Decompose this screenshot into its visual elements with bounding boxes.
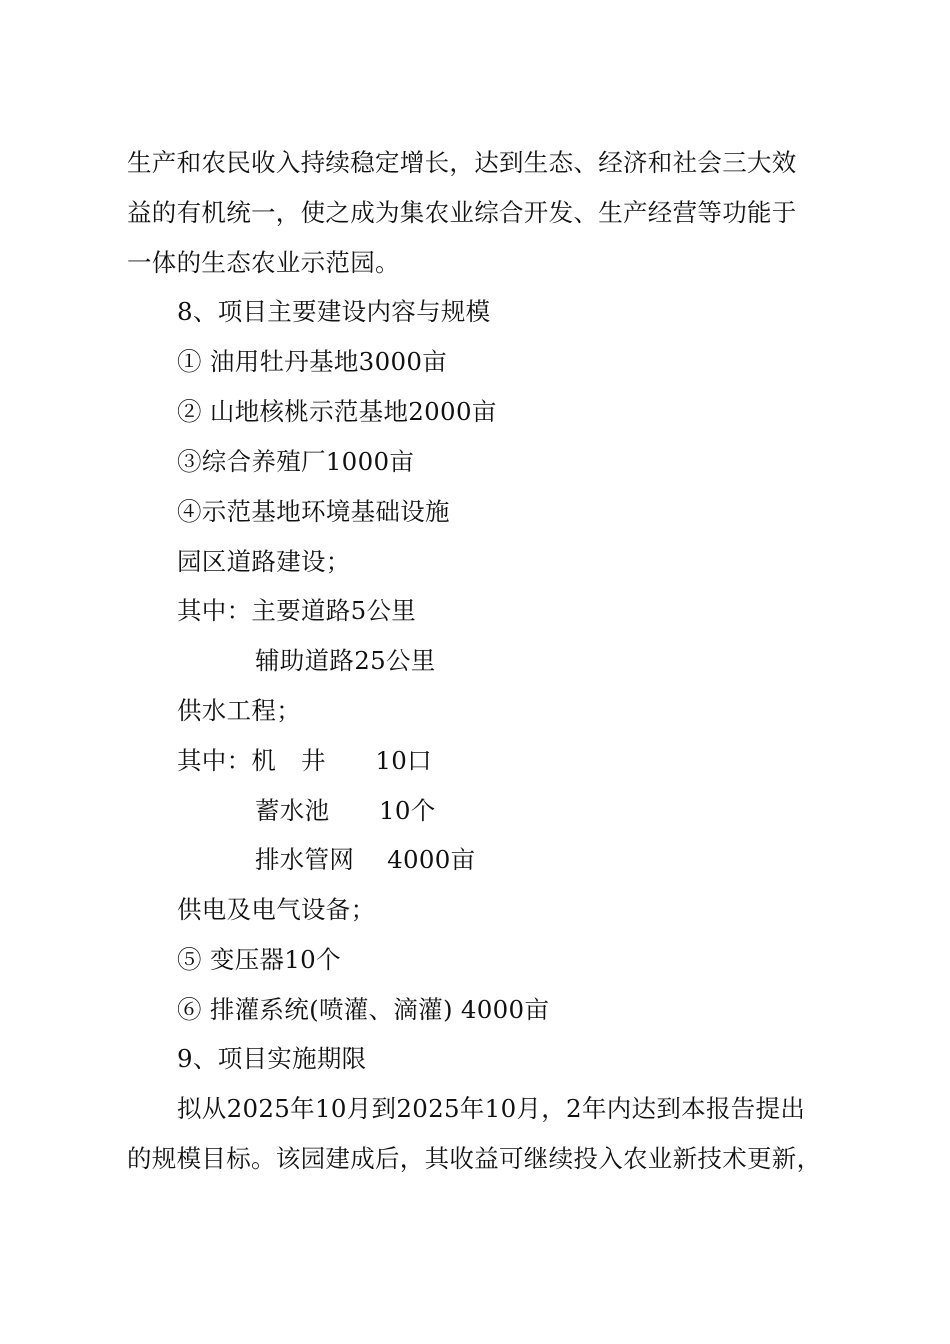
- item-1: ① 油用牡丹基地3000亩: [177, 347, 448, 376]
- power-heading: 供电及电气设备；: [177, 895, 376, 924]
- item-3: ③综合养殖厂1000亩: [177, 447, 415, 476]
- section-8-heading: 8、项目主要建设内容与规模: [177, 297, 491, 326]
- water-pool: 蓄水池 10个: [255, 796, 436, 825]
- water-drain: 排水管网 4000亩: [255, 845, 476, 874]
- roads-aux: 辅助道路25公里: [255, 646, 436, 675]
- item-2: ② 山地核桃示范基地2000亩: [177, 397, 497, 426]
- paragraph-1-line-2: 益的有机统一，使之成为集农业综合开发、生产经营等功能于: [127, 198, 797, 227]
- roads-main: 其中：主要道路5公里: [177, 596, 417, 625]
- water-heading: 供水工程；: [177, 696, 301, 725]
- paragraph-9-line-1: 拟从2025年10月到2025年10月，2年内达到本报告提出: [177, 1094, 806, 1123]
- section-9-heading: 9、项目实施期限: [177, 1044, 367, 1073]
- item-6: ⑥ 排灌系统(喷灌、滴灌) 4000亩: [177, 995, 550, 1024]
- paragraph-9-line-2: 的规模目标。该园建成后，其收益可继续投入农业新技术更新，: [127, 1144, 822, 1173]
- item-4: ④示范基地环境基础设施: [177, 497, 450, 526]
- paragraph-1-line-1: 生产和农民收入持续稳定增长，达到生态、经济和社会三大效: [127, 148, 797, 177]
- item-5: ⑤ 变压器10个: [177, 945, 341, 974]
- roads-heading: 园区道路建设；: [177, 547, 351, 576]
- water-well: 其中：机 井 10口: [177, 746, 432, 775]
- paragraph-1-line-3: 一体的生态农业示范园。: [127, 248, 400, 277]
